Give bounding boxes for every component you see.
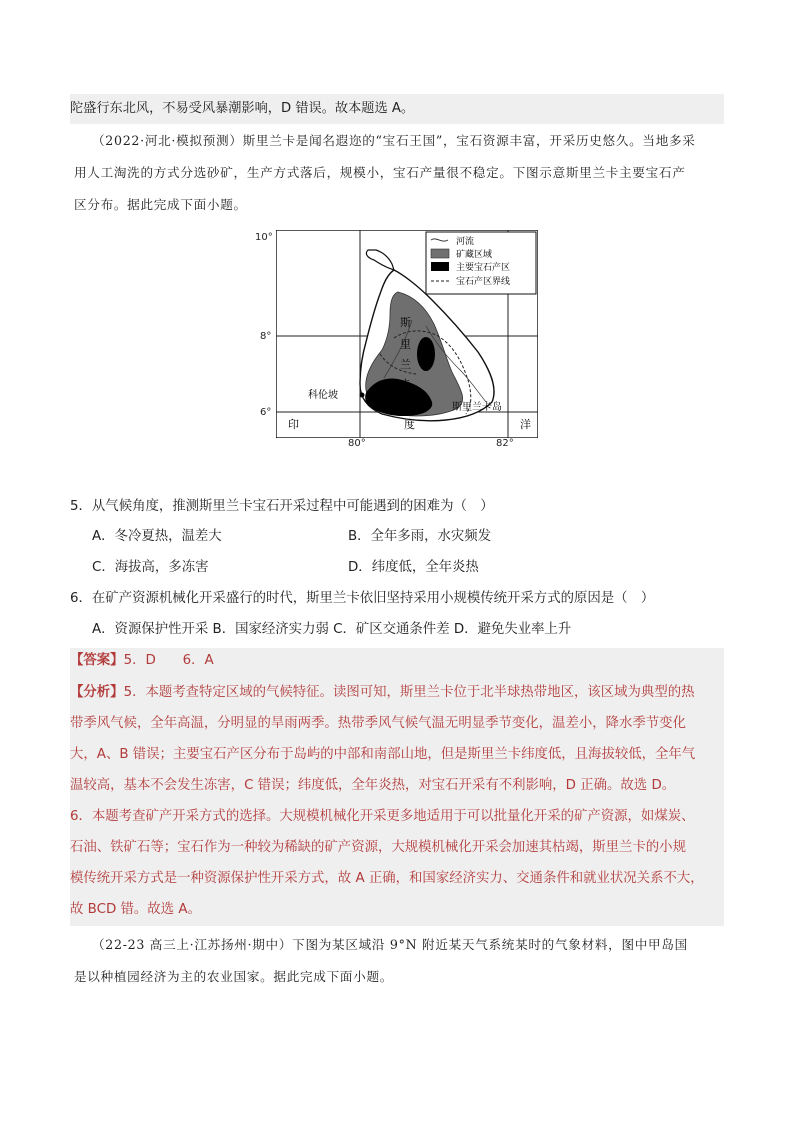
question-6-options: A．资源保护性开采 B．国家经济实力弱 C．矿区交通条件差 D．避免失业率上升 (92, 622, 572, 637)
question-intro-line: 是以种植园经济为主的农业国家。据此完成下面小题。 (74, 969, 394, 984)
map-label-country: 斯 (400, 316, 411, 329)
map-label-country: 卡 (400, 378, 411, 391)
lat-label-10: 10° (255, 232, 273, 243)
map-label-island: 斯里兰卡岛 (452, 402, 502, 413)
question-intro-line: （22-23 高三上·江苏扬州·期中）下图为某区域沿 9°N 附近某天气系统某时的气象材料，图中甲岛国 (92, 937, 688, 952)
colombo-marker-icon (360, 393, 365, 398)
analysis-text: 石油、铁矿石等；宝石作为一种较为稀缺的矿产资源，大规模机械化开采会加速其枯竭，斯里兰卡的小规 (70, 840, 686, 855)
lon-label-80: 80° (348, 438, 366, 449)
map-label-country: 里 (400, 338, 411, 351)
analysis-line (70, 683, 695, 703)
legend-river-label: 河流 (456, 237, 475, 247)
analysis-text: 故 BCD 错。故选 A。 (70, 902, 201, 917)
analysis-text: 大，A、B 错误；主要宝石产区分布于岛屿的中部和南部山地，但是斯里兰卡纬度低，且海拔较低，全年气 (70, 747, 696, 762)
lat-label-6: 6° (260, 407, 272, 418)
legend-mining-label: 矿藏区域 (456, 250, 493, 260)
question-5-option-b: B．全年多雨，水灾频发 (348, 529, 492, 544)
question-5-option-a: A．冬冷夏热，温差大 (92, 529, 222, 544)
answer-text: 5．D 6．A (123, 653, 214, 668)
answer-line (70, 651, 214, 671)
legend-boundary-label: 宝石产区界线 (456, 277, 511, 287)
question-5-option-d: D．纬度低，全年炎热 (348, 560, 479, 575)
question-intro-line: （2022·河北·模拟预测）斯里兰卡是闻名遐迩的“宝石王国”，宝石资源丰富，开采历史悠久。当地多采 (92, 133, 696, 148)
map-label-ocean: 洋 (520, 418, 531, 431)
question-intro-line: 区分布。据此完成下面小题。 (74, 197, 247, 212)
question-6-stem: 6．在矿产资源机械化开采盛行的时代，斯里兰卡依旧坚持采用小规模传统开采方式的原因是（ ） (70, 591, 655, 606)
analysis-text: 5．本题考查特定区域的气候特征。读图可知，斯里兰卡位于北半球热带地区，该区域为典型的热 (123, 685, 695, 700)
analysis-continuation-text: 陀盛行东北风，不易受风暴潮影响，D 错误。故本题选 A。 (70, 101, 415, 116)
analysis-text: 带季风气候，全年高温，分明显的旱雨两季。热带季风气候气温无明显季节变化，温差小，降水季节变化 (70, 716, 686, 731)
question-5-option-c: C．海拔高，多冻害 (92, 560, 209, 575)
sri-lanka-gem-map (276, 230, 538, 438)
map-label-ocean: 度 (404, 418, 415, 431)
question-intro-line: 用人工淘洗的方式分选砂矿，生产方式落后，规模小，宝石产量很不稳定。下图示意斯里兰卡主要宝石产 (74, 165, 686, 180)
map-label-colombo: 科伦坡 (308, 390, 338, 401)
question-5-stem: 5．从气候角度，推测斯里兰卡宝石开采过程中可能遇到的困难为（ ） (70, 499, 494, 514)
answer-tag: 【答案】 (70, 653, 124, 668)
analysis-text: 温较高，基本不会发生冻害，C 错误；纬度低，全年炎热，对宝石开采有不利影响，D 正确。故选 D。 (70, 778, 676, 793)
analysis-tag: 【分析】 (70, 685, 124, 700)
map-label-ocean: 印 (288, 418, 299, 431)
lon-label-82: 82° (496, 438, 514, 449)
analysis-text: 6．本题考查矿产开采方式的选择。大规模机械化开采更多地适用于可以批量化开采的矿产资源，如煤炭、 (70, 809, 695, 824)
legend-gem-label: 主要宝石产区 (456, 263, 511, 273)
lat-label-8: 8° (260, 331, 272, 342)
map-label-country: 兰 (400, 358, 411, 371)
analysis-text: 模传统开采方式是一种资源保护性开采方式，故 A 正确，和国家经济实力、交通条件和就业状况关系不大， (70, 871, 704, 886)
